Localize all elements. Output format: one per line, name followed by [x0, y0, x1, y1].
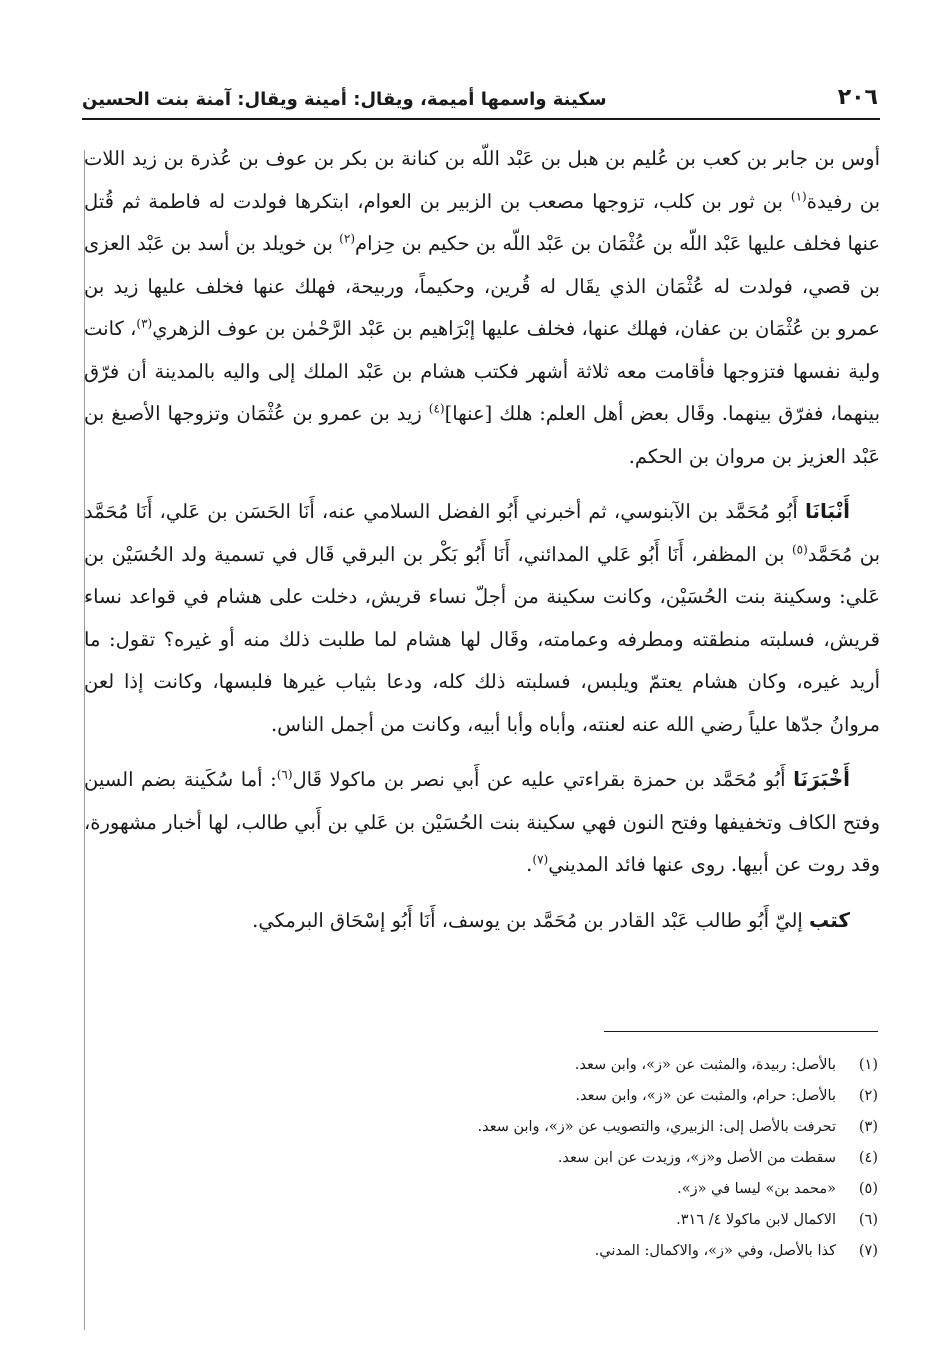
paragraph [84, 899, 880, 943]
text-run: بن ثور بن كلب، تزوجها مصعب بن الزبير بن العوام، ابتكرها فولدت له فاطمة ثم قُتل عنها فخلف عليها عَبْد اللّه بن عُثْمَان بن عَبْد اللّه بن حكيم بن حِزام [84, 189, 880, 255]
running-title: سكينة واسمها أميمة، ويقال: أمينة ويقال: آمنة بنت الحسين [82, 89, 607, 110]
paragraph [84, 490, 880, 746]
footnote-item [84, 1143, 878, 1174]
page-header [82, 70, 878, 110]
paragraph [84, 138, 880, 478]
footnote-text: بالأصل: ربيدة، والمثبت عن «ز»، وابن سعد. [574, 1057, 836, 1073]
footnote-number: (٣) [858, 1119, 878, 1135]
footnote-item [84, 1174, 878, 1205]
text-run: إليّ أَبُو طالب عَبْد القادر بن مُحَمَّد بن يوسف، أَنَا أَبُو إسْحَاق البرمكي. [252, 908, 810, 932]
footnote-item [84, 1236, 878, 1267]
footnote-text: الاكمال لابن ماكولا ٤/ ٣١٦. [676, 1212, 836, 1228]
footnote-separator [604, 1031, 878, 1032]
text-run: أوس بن جابر بن كعب بن عُليم بن هبل بن عَبْد اللّه بن كنانة بن بكر بن عوف بن عُذرة بن زيد اللات بن رفيدة [84, 147, 880, 213]
text-run: . [526, 853, 533, 876]
footnote-item [84, 1205, 878, 1236]
text-run: ، كانت ولية نفسها فتزوجها فأقامت معه ثلاثة أشهر فكتب هشام بن عَبْد الملك إلى واليه بالمدينة أن فرّق بينهما، ففرّق بينهما. وقَال بعض أهل العلم: هلك [عنها] [84, 317, 880, 425]
page-number: ٢٠٦ [837, 85, 878, 110]
text-run: بن المظفر، أَنَا أَبُو عَلي المدائني، أَنَا أَبُو بَكْر بن البرقي قَال في تسمية ولد الحُسَيْن بن عَلي: وسكينة بنت الحُسَيْن، وكانت سكينة من أجلّ نساء قريش، دخلت على هشام في قواعد نساء قريش، فسلبته منطقته ومطرفه وعمامته، وقَال لها هشام لما طلبت ذلك منه أو غيره؟ تقول: ما أريد غيره، وكان هشام يعتمّ ويلبس، فسلبته ذلك كله، ودعا بثياب غيرها فلبسها، وكانت إذا لعن مروانُ جدّها علياً رضي الله عنه لعنته، وأباه وأبا أبيه، وكانت من أجمل الناس. [84, 542, 880, 736]
footnote-number: (٢) [858, 1088, 878, 1104]
footnotes-list [84, 1050, 878, 1267]
text-run: أَبُو مُحَمَّد بن حمزة بقراءتي عليه عن أَبي نصر بن ماكولا قَال [292, 768, 794, 791]
footnote-reference: (٣) [136, 316, 153, 331]
footnote-item [84, 1050, 878, 1081]
footnote-reference: (٢) [339, 231, 355, 246]
footnote-text: كذا بالأصل، وفي «ز»، والاكمال: المدني. [594, 1243, 836, 1259]
footnote-text: «محمد بن» ليسا في «ز». [677, 1181, 836, 1197]
footnote-reference: (٤) [428, 401, 445, 416]
footnote-number: (٥) [858, 1181, 878, 1197]
paragraph [84, 758, 880, 887]
text-run: : أما سُكَينة بضم السين وفتح الكاف وتخفيفها وفتح النون فهي سكينة بنت الحُسَيْن بن عَلي بن أَبي طالب، لها أخبار مشهورة، وقد روت عن أبيها. روى عنها فائد المديني [84, 768, 880, 876]
footnote-reference: (٦) [276, 767, 293, 782]
footnote-reference: (٧) [532, 852, 549, 867]
footnote-item [84, 1112, 878, 1143]
text-run: أَبُو مُحَمَّد بن الآبنوسي، ثم أخبرني أَبُو الفضل السلامي عنه، أَنَا الحَسَن بن عَلي، أَنَا مُحَمَّد بن مُحَمَّد [84, 500, 880, 566]
footnote-text: بالأصل: حرام، والمثبت عن «ز»، وابن سعد. [575, 1088, 836, 1104]
text-run: زيد بن عمرو بن عُثْمَان وتزوجها الأصبغ بن عَبْد العزيز بن مروان بن الحكم. [84, 402, 880, 468]
paragraph-lead-word: أَنْبَانَا [804, 499, 850, 523]
footnote-number: (٧) [858, 1243, 878, 1259]
paragraph-lead-word: كتب [809, 907, 850, 932]
footnote-number: (٤) [858, 1150, 878, 1166]
footnote-text: تحرفت بالأصل إلى: الزبيري، والتصويب عن «ز»، وابن سعد. [477, 1119, 836, 1135]
footnote-reference: (٥) [791, 542, 808, 556]
paragraph-lead-word: أَخْبَرَنَا [793, 767, 850, 791]
footnote-item [84, 1081, 878, 1112]
footnote-text: سقطت من الأصل و«ز»، وزيدت عن ابن سعد. [557, 1150, 836, 1166]
footnote-number: (١) [858, 1057, 878, 1073]
footnote-number: (٦) [858, 1212, 878, 1228]
footnote-reference: (١) [790, 189, 807, 203]
main-text [84, 138, 880, 942]
text-run: بن خويلد بن أسد بن عَبْد العزى بن قصي، فولدت له عُثْمَان الذي يقَال له قُرين، وحكيماً، وربيحة، فهلك عنها فخلف عليها زيد بن عمرو بن عُثْمَان بن عفان، فهلك عنها، فخلف عليها إبْرَاهيم بن عَبْد الرَّحْمٰن بن عوف الزهري [84, 232, 881, 340]
header-rule [82, 118, 880, 120]
